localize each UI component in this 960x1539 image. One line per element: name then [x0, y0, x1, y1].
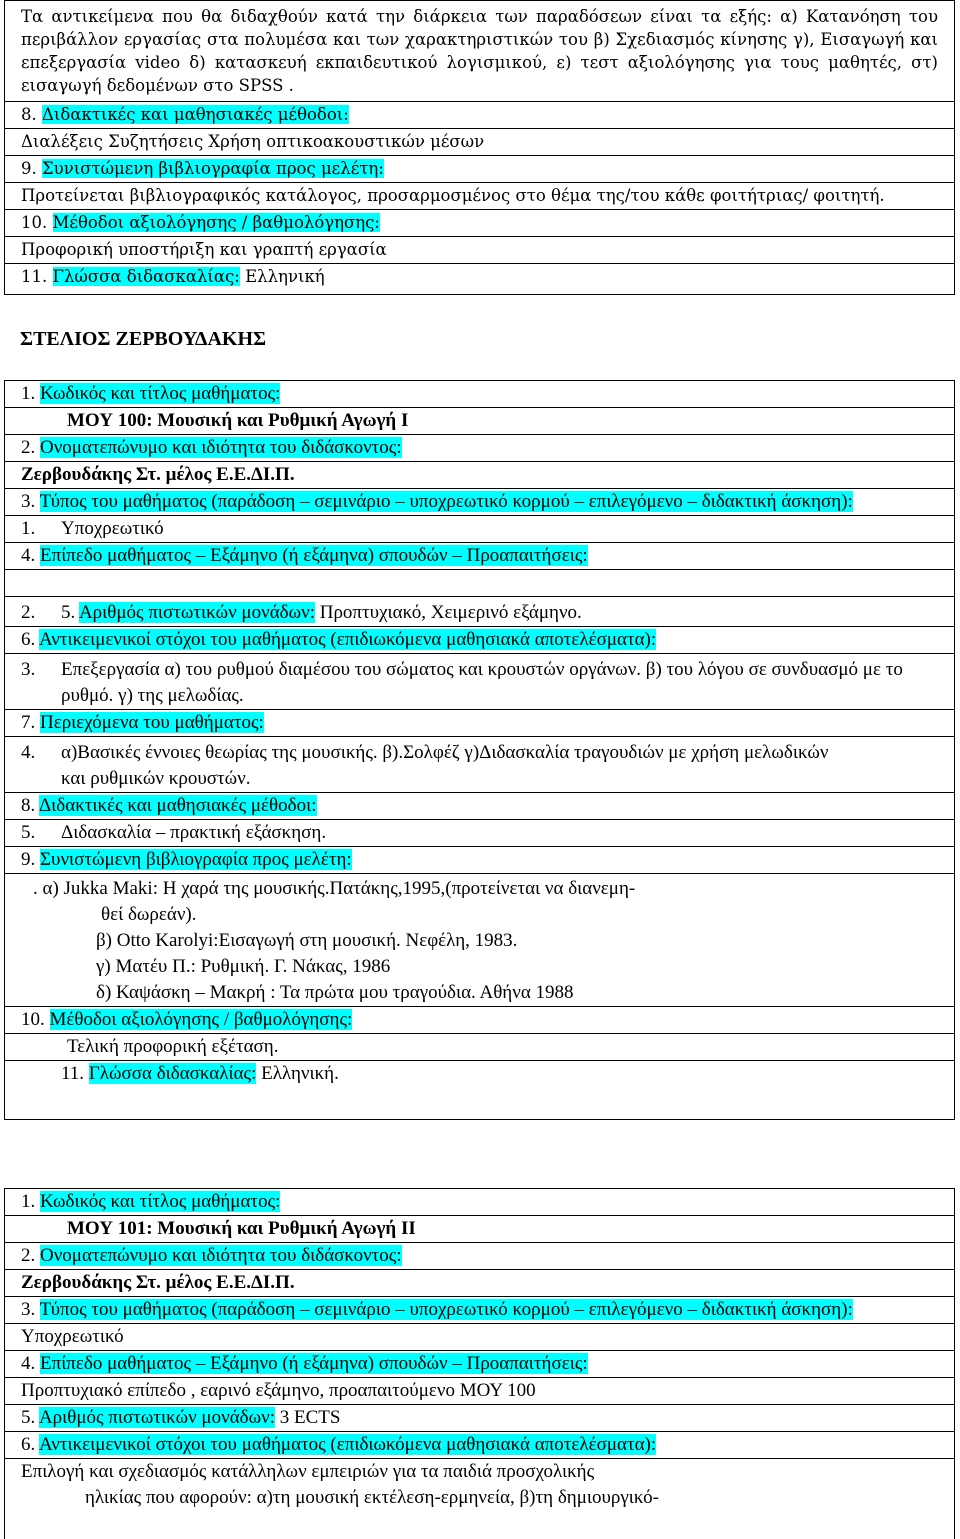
type-value-row	[5, 515, 954, 542]
heading-number: 3.	[21, 491, 40, 512]
biblio-heading: Συνιστώμενη βιβλιογραφία προς μελέτη:	[42, 159, 384, 178]
credits-value: Προπτυχιακό, Χειμερινό εξάμηνο.	[319, 602, 582, 623]
teacher-heading-row	[5, 434, 954, 461]
objectives-line: ηλικίας που αφορούν: α)τη μουσική εκτέλεση-ερμηνεία, β)τη δημιουργικό-	[85, 1487, 659, 1508]
biblio-heading-row	[5, 846, 954, 873]
heading-number: 5.	[61, 602, 79, 623]
biblio-heading-row	[5, 155, 954, 182]
contents-heading: Περιεχόμενα του μαθήματος:	[40, 712, 264, 733]
type-heading: Τύπος του μαθήματος (παράδοση – σεμινάριο – υποχρεωτικό κορμού – επιλεγόμενο – διδακτική άσκηση):	[39, 491, 853, 512]
course-block-mou100	[4, 380, 955, 1120]
biblio-item: δ) Καψάσκη – Μακρή : Τα πρώτα μου τραγούδια. Αθήνα 1988	[96, 982, 574, 1003]
heading-number: 10.	[21, 213, 53, 232]
biblio-item: θεί δωρεάν).	[101, 904, 197, 925]
heading-number: 11.	[21, 267, 53, 286]
objectives-heading-row	[5, 626, 954, 653]
heading-number: 6.	[21, 629, 39, 650]
course-code-heading: Κωδικός και τίτλος μαθήματος:	[40, 1191, 281, 1212]
methods-value: Διαλέξεις Συζητήσεις Χρήση οπτικοακουστικών μέσων	[5, 128, 954, 155]
list-number: 1.	[21, 518, 36, 539]
biblio-heading: Συνιστώμενη βιβλιογραφία προς μελέτη:	[40, 849, 352, 870]
biblio-item: β) Otto Karolyi:Εισαγωγή στη μουσική. Νεφέλη, 1983.	[96, 930, 518, 951]
objectives-heading: Αντικειμενικοί στόχοι του μαθήματος (επιδιωκόμενα μαθησιακά αποτελέσματα):	[38, 1434, 657, 1455]
heading-number: 5.	[21, 1407, 39, 1428]
objectives-value-row	[5, 653, 954, 709]
methods-value-row	[5, 819, 954, 846]
eval-value: Προφορική υποστήριξη και γραπτή εργασία	[5, 236, 954, 263]
objectives-line: Επιλογή και σχεδιασμός κατάλληλων εμπειριών για τα παιδιά προσχολικής	[5, 1458, 954, 1485]
type-value: Υποχρεωτικό	[5, 1323, 954, 1350]
instructor-name: ΣΤΕΛΙΟΣ ΖΕΡΒΟΥΔΑΚΗΣ	[20, 328, 267, 350]
contents-value: α)Βασικές έννοιες θεωρίας της μουσικής. β).Σολφέζ γ)Διδασκαλία τραγουδιών με χρήση μελωδικών και ρυθμικών κρουστών.	[61, 742, 829, 789]
list-number: 5.	[21, 822, 36, 843]
course-block-mou101	[4, 1188, 955, 1539]
heading-number: 1.	[21, 1191, 40, 1212]
biblio-list	[5, 873, 954, 1006]
course-code-heading-row	[5, 381, 954, 407]
course-title: ΜΟΥ 100: Μουσική και Ρυθμική Αγωγή Ι	[5, 407, 954, 434]
eval-heading-row	[5, 1006, 954, 1033]
biblio-item: γ) Ματέυ Π.: Ρυθμική. Γ. Νάκας, 1986	[96, 956, 391, 977]
contents-value-row	[5, 736, 954, 792]
methods-heading-row	[5, 792, 954, 819]
heading-number: 3.	[21, 1299, 40, 1320]
lang-row	[5, 1060, 954, 1119]
heading-number: 2.	[21, 437, 40, 458]
objectives-paragraph: Τα αντικείμενα που θα διδαχθούν κατά την διάρκεια των παραδόσεων είναι τα εξής: α) Κατανόηση του περιβάλλον εργασίας στα πολυμέσα και των χαρακτηριστικών του β) Σχεδιασμός κίνησης γ), Εισαγωγή και επεξεργασία video δ) κατασκευή εκπαιδευτικού λογισμικού, ε) τεστ αξιολόγησης για τους μαθητές, στ) εισαγωγή δεδομένων στο SPSS .	[21, 7, 938, 95]
heading-number: 6.	[21, 1434, 39, 1455]
eval-heading: Μέθοδοι αξιολόγησης / βαθμολόγησης:	[52, 213, 380, 232]
credits-row	[5, 596, 954, 626]
course-title: ΜΟΥ 101: Μουσική και Ρυθμική Αγωγή ΙΙ	[5, 1215, 954, 1242]
course-code-heading: Κωδικός και τίτλος μαθήματος:	[40, 383, 281, 404]
eval-heading-row	[5, 209, 954, 236]
level-heading-row	[5, 542, 954, 569]
methods-heading: Διδακτικές και μαθησιακές μέθοδοι:	[38, 795, 317, 816]
heading-number: 10.	[21, 1009, 50, 1030]
teacher-heading: Ονοματεπώνυμο και ιδιότητα του διδάσκοντος:	[40, 437, 402, 458]
type-heading-row	[5, 1296, 954, 1323]
heading-number: 1.	[21, 383, 40, 404]
level-value: Προπτυχιακό επίπεδο , εαρινό εξάμηνο, προαπαιτούμενο ΜΟΥ 100	[5, 1377, 954, 1404]
lang-value: Ελληνική	[245, 267, 325, 286]
teacher-heading-row	[5, 1242, 954, 1269]
teacher-value: Ζερβουδάκης Στ. μέλος Ε.Ε.ΔΙ.Π.	[5, 461, 954, 488]
lang-heading: Γλώσσα διδασκαλίας:	[88, 1063, 257, 1084]
credits-value: 3 ECTS	[279, 1407, 341, 1428]
lang-heading: Γλώσσα διδασκαλίας:	[52, 267, 240, 286]
heading-number: 7.	[21, 712, 40, 733]
teacher-heading: Ονοματεπώνυμο και ιδιότητα του διδάσκοντος:	[40, 1245, 402, 1266]
list-number: 4.	[21, 742, 36, 763]
eval-value: Τελική προφορική εξέταση.	[5, 1033, 954, 1060]
heading-number: 8.	[21, 105, 42, 124]
heading-number: 9.	[21, 159, 42, 178]
objectives-heading: Αντικειμενικοί στόχοι του μαθήματος (επιδιωκόμενα μαθησιακά αποτελέσματα):	[38, 629, 657, 650]
empty-row	[5, 569, 954, 596]
heading-number: 4.	[21, 1353, 40, 1374]
heading-number: 8.	[21, 795, 39, 816]
credits-row	[5, 1404, 954, 1431]
level-heading-row	[5, 1350, 954, 1377]
teacher-value: Ζερβουδάκης Στ. μέλος Ε.Ε.ΔΙ.Π.	[5, 1269, 954, 1296]
heading-number: 11.	[61, 1063, 89, 1084]
course-code-heading-row	[5, 1189, 954, 1215]
eval-heading: Μέθοδοι αξιολόγησης / βαθμολόγησης:	[49, 1009, 353, 1030]
list-number: 3.	[21, 659, 36, 680]
heading-number: 4.	[21, 545, 40, 566]
credits-heading: Αριθμός πιστωτικών μονάδων:	[38, 1407, 275, 1428]
objectives-value: Επεξεργασία α) του ρυθμού διαμέσου του σώματος και κρουστών οργάνων. β) του λόγου σε συνδυασμό με το ρυθμό. γ) της μελωδίας.	[61, 659, 903, 706]
heading-number: 9.	[21, 849, 40, 870]
previous-course-block	[4, 0, 955, 295]
credits-heading: Αριθμός πιστωτικών μονάδων:	[78, 602, 315, 623]
level-heading: Επίπεδο μαθήματος – Εξάμηνο (ή εξάμηνα) σπουδών – Προαπαιτήσεις:	[40, 1353, 588, 1374]
type-heading-row	[5, 488, 954, 515]
type-heading: Τύπος του μαθήματος (παράδοση – σεμινάριο – υποχρεωτικό κορμού – επιλεγόμενο – διδακτική άσκηση):	[39, 1299, 853, 1320]
lang-row	[5, 263, 954, 294]
heading-number: 2.	[21, 1245, 40, 1266]
methods-heading-row	[5, 101, 954, 128]
list-number: 2.	[21, 602, 36, 623]
biblio-value: Προτείνεται βιβλιογραφικός κατάλογος, προσαρμοσμένος στο θέμα της/του κάθε φοιτήτριας/ φοιτητή.	[5, 182, 954, 209]
methods-value: Διδασκαλία – πρακτική εξάσκηση.	[61, 822, 327, 843]
contents-heading-row	[5, 709, 954, 736]
type-value: Υποχρεωτικό	[61, 518, 164, 539]
lang-value: Ελληνική.	[261, 1063, 339, 1084]
methods-heading: Διδακτικές και μαθησιακές μέθοδοι:	[42, 105, 349, 124]
objectives-heading-row	[5, 1431, 954, 1458]
level-heading: Επίπεδο μαθήματος – Εξάμηνο (ή εξάμηνα) σπουδών – Προαπαιτήσεις:	[40, 545, 588, 566]
biblio-item: . α) Jukka Maki: Η χαρά της μουσικής.Πατάκης,1995,(προτείνεται να διανεμη-	[33, 878, 636, 899]
